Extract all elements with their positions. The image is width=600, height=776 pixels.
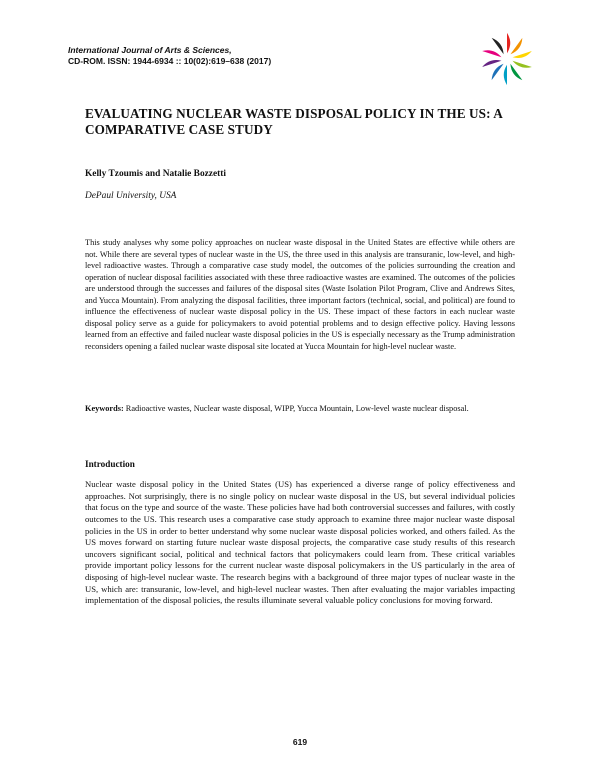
journal-name: International Journal of Arts & Sciences,: [68, 45, 232, 55]
keywords-label: Keywords:: [85, 404, 124, 413]
logo-petal: [482, 50, 501, 57]
author-affiliation: DePaul University, USA: [85, 191, 177, 201]
abstract-text: This study analyses why some policy approaches on nuclear waste disposal in the United States are effective while others are not. While there are several types of nuclear waste in the US, the three used in this analysis are transuranic, low-level, and high-level radioactive wastes. Through a comparative case study model, the outcomes of the policies surrounding the creation and operation of nuclear disposal facilities associated with these three radioactive wastes are examined. The outcomes of the policies are understood through the successes and failures of the disposal sites (Waste Isolation Pilot Program, Clive and Andrews Sites, and Yucca Mountain). From analyzing the disposal facilities, three important factors (technical, social, and political) are found to influence the effectiveness of nuclear waste disposal policy in the US. These impact of these factors in each nuclear waste disposal policy serve as a guide for policymakers to avoid potential problems and to design effective policy. Having lessons learned from an effective and failed nuclear waste disposal policies in the US is especially necessary as the Trump administration reconsiders opening a failed nuclear waste disposal site located at Yucca Mountain for high-level nuclear waste.: [85, 238, 515, 351]
logo-petal: [513, 61, 532, 68]
keywords-list: Radioactive wastes, Nuclear waste disposal, WIPP, Yucca Mountain, Low-level waste nuclear disposal.: [125, 404, 469, 413]
journal-header: [68, 45, 271, 67]
journal-logo-icon: [478, 30, 536, 88]
paper-authors: Kelly Tzoumis and Natalie Bozzetti: [85, 169, 226, 179]
logo-petal: [507, 33, 510, 53]
paper-title: EVALUATING NUCLEAR WASTE DISPOSAL POLICY IN THE US: A COMPARATIVE CASE STUDY: [85, 106, 503, 137]
introduction-text: Nuclear waste disposal policy in the United States (US) has experienced a diverse range of policy effectiveness and approaches. Not surprisingly, there is no single policy on nuclear waste disposal in the US, but several individual policies that focus on the type and source of the waste. These policies have had both controversial successes and failures, with costly outcomes to the US. This research uses a comparative case study approach to examine three major nuclear waste disposal policies in the US in order to better understand why some nuclear waste disposal policies worked, and others failed. As the US moves forward on starting future nuclear waste disposal projects, the comparative case study results of this research uncovers significant social, political and technical factors that policymakers could learn from. These critical variables provide important policy lessons for the current nuclear waste disposal policymakers in the US particularly in the area of disposing of high-level nuclear waste. The research begins with a background of three major types of nuclear waste in the US, which are: transuranic, low-level, and high-level nuclear wastes. Then after evaluating the major variables impacting implementation of the disposal policies, the results illuminate several valuable policy conclusions for moving forward.: [85, 479, 515, 606]
logo-petal: [504, 65, 507, 85]
keywords: [85, 403, 515, 415]
logo-petal: [513, 51, 532, 58]
logo-petal: [482, 60, 501, 67]
section-heading-introduction: Introduction: [85, 459, 135, 469]
page-number: 619: [292, 737, 308, 747]
logo-petal: [492, 64, 504, 80]
logo-petal: [510, 38, 522, 54]
journal-citation: CD-ROM. ISSN: 1944-6934 :: 10(02):619–638 (2017): [68, 56, 272, 66]
